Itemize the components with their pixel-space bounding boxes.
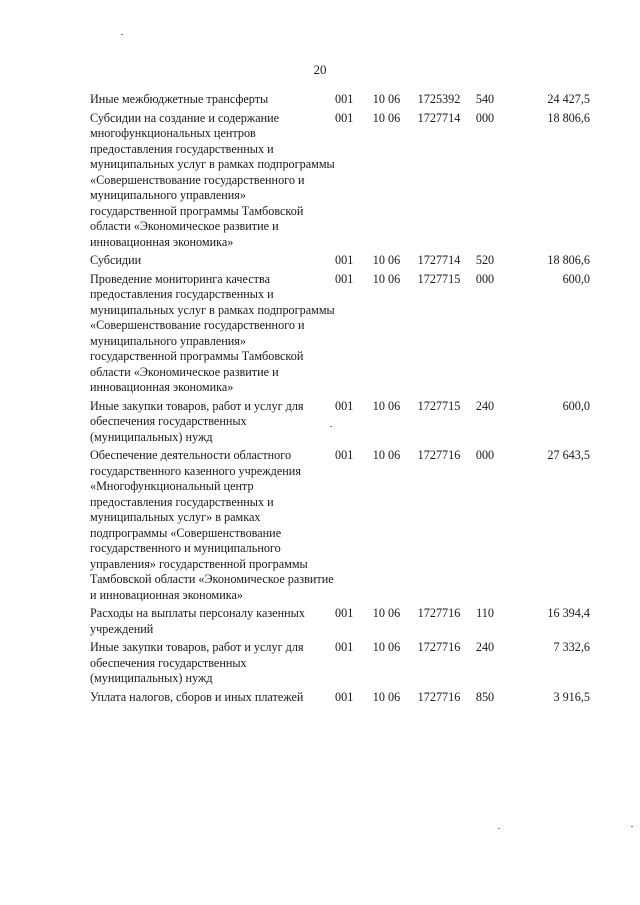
row-amount: 18 806,6 bbox=[547, 253, 590, 267]
row-target: 1727716 bbox=[417, 640, 461, 654]
row-section: 10 06 bbox=[372, 640, 401, 654]
row-target: 1727714 bbox=[417, 253, 461, 267]
table-row bbox=[90, 448, 590, 606]
scan-speck bbox=[330, 426, 332, 427]
row-ved: 001 bbox=[335, 606, 354, 620]
row-expense-type: 850 bbox=[475, 689, 495, 704]
row-expense-type: 000 bbox=[475, 448, 495, 462]
row-ved: 001 bbox=[335, 271, 354, 286]
row-amount: 3 916,5 bbox=[553, 689, 590, 704]
row-name: Иные закупки товаров, работ и услуг для обеспечения государственных (муниципальных) нужд bbox=[90, 398, 304, 444]
row-section: 10 06 bbox=[372, 271, 401, 286]
row-ved: 001 bbox=[335, 253, 354, 267]
row-section: 10 06 bbox=[372, 606, 401, 620]
row-expense-type: 110 bbox=[476, 606, 494, 620]
table-row bbox=[90, 399, 590, 449]
row-expense-type: 520 bbox=[475, 253, 495, 267]
row-section: 10 06 bbox=[372, 92, 401, 106]
row-section: 10 06 bbox=[372, 110, 401, 125]
row-expense-type: 000 bbox=[475, 110, 495, 125]
row-expense-type: 240 bbox=[475, 398, 495, 413]
row-ved: 001 bbox=[335, 398, 354, 413]
row-expense-type: 240 bbox=[475, 640, 495, 654]
table-row bbox=[90, 111, 590, 254]
row-amount: 16 394,4 bbox=[547, 606, 590, 620]
row-target: 1727716 bbox=[417, 689, 461, 704]
row-name: Иные межбюджетные трансферты bbox=[90, 92, 269, 106]
row-name: Расходы на выплаты персоналу казенных учреждений bbox=[90, 606, 305, 636]
scan-speck bbox=[498, 828, 500, 829]
row-amount: 18 806,6 bbox=[547, 110, 590, 125]
row-section: 10 06 bbox=[372, 398, 401, 413]
row-amount: 600,0 bbox=[562, 271, 590, 286]
row-amount: 600,0 bbox=[562, 398, 590, 413]
table-row bbox=[90, 92, 590, 111]
row-expense-type: 000 bbox=[475, 271, 495, 286]
row-name: Уплата налогов, сборов и иных платежей bbox=[90, 689, 304, 704]
budget-table bbox=[90, 92, 590, 708]
row-section: 10 06 bbox=[372, 448, 401, 462]
row-section: 10 06 bbox=[372, 689, 401, 704]
row-name: Иные закупки товаров, работ и услуг для обеспечения государственных (муниципальных) нужд bbox=[90, 640, 304, 685]
table-row bbox=[90, 606, 590, 640]
row-target: 1727716 bbox=[417, 606, 461, 620]
row-ved: 001 bbox=[335, 92, 354, 106]
row-target: 1725392 bbox=[417, 92, 461, 106]
row-name: Субсидии на создание и содержание многофункциональных центров предоставления государственных и муниципальных услуг в рамках подпрограммы «Совершенствование государственного и муниципального управления» государственной программы Тамбовской области «Экономическое развитие и инновационная экономика» bbox=[90, 110, 335, 249]
scan-speck bbox=[631, 826, 633, 827]
row-name: Субсидии bbox=[90, 253, 142, 267]
page-number: 20 bbox=[313, 62, 327, 77]
row-target: 1727715 bbox=[417, 398, 461, 413]
row-target: 1727715 bbox=[417, 271, 461, 286]
row-target: 1727716 bbox=[417, 448, 461, 462]
row-amount: 27 643,5 bbox=[547, 448, 590, 462]
row-amount: 24 427,5 bbox=[547, 92, 590, 106]
row-section: 10 06 bbox=[372, 253, 401, 267]
table-row bbox=[90, 640, 590, 690]
table-row bbox=[90, 253, 590, 272]
table-row bbox=[90, 272, 590, 399]
row-amount: 7 332,6 bbox=[553, 640, 590, 654]
row-ved: 001 bbox=[335, 689, 354, 704]
table-row bbox=[90, 690, 590, 709]
row-expense-type: 540 bbox=[475, 92, 495, 106]
row-name: Проведение мониторинга качества предоставления государственных и муниципальных услуг в рамках подпрограммы «Совершенствование государственного и муниципального управления» государственной программы Тамбовской области «Экономическое развитие и инновационная экономика» bbox=[90, 271, 335, 394]
row-ved: 001 bbox=[335, 640, 354, 654]
row-ved: 001 bbox=[335, 448, 354, 462]
row-ved: 001 bbox=[335, 110, 354, 125]
row-target: 1727714 bbox=[417, 110, 461, 125]
scan-speck bbox=[121, 34, 123, 35]
row-name: Обеспечение деятельности областного государственного казенного учреждения «Многофункциональный центр предоставления государственных и муниципальных услуг» в рамках подпрограммы «Совершенствование государственного и муниципального управления» государственной программы Тамбовской области «Экономическое развитие и инновационная экономика» bbox=[90, 448, 334, 602]
